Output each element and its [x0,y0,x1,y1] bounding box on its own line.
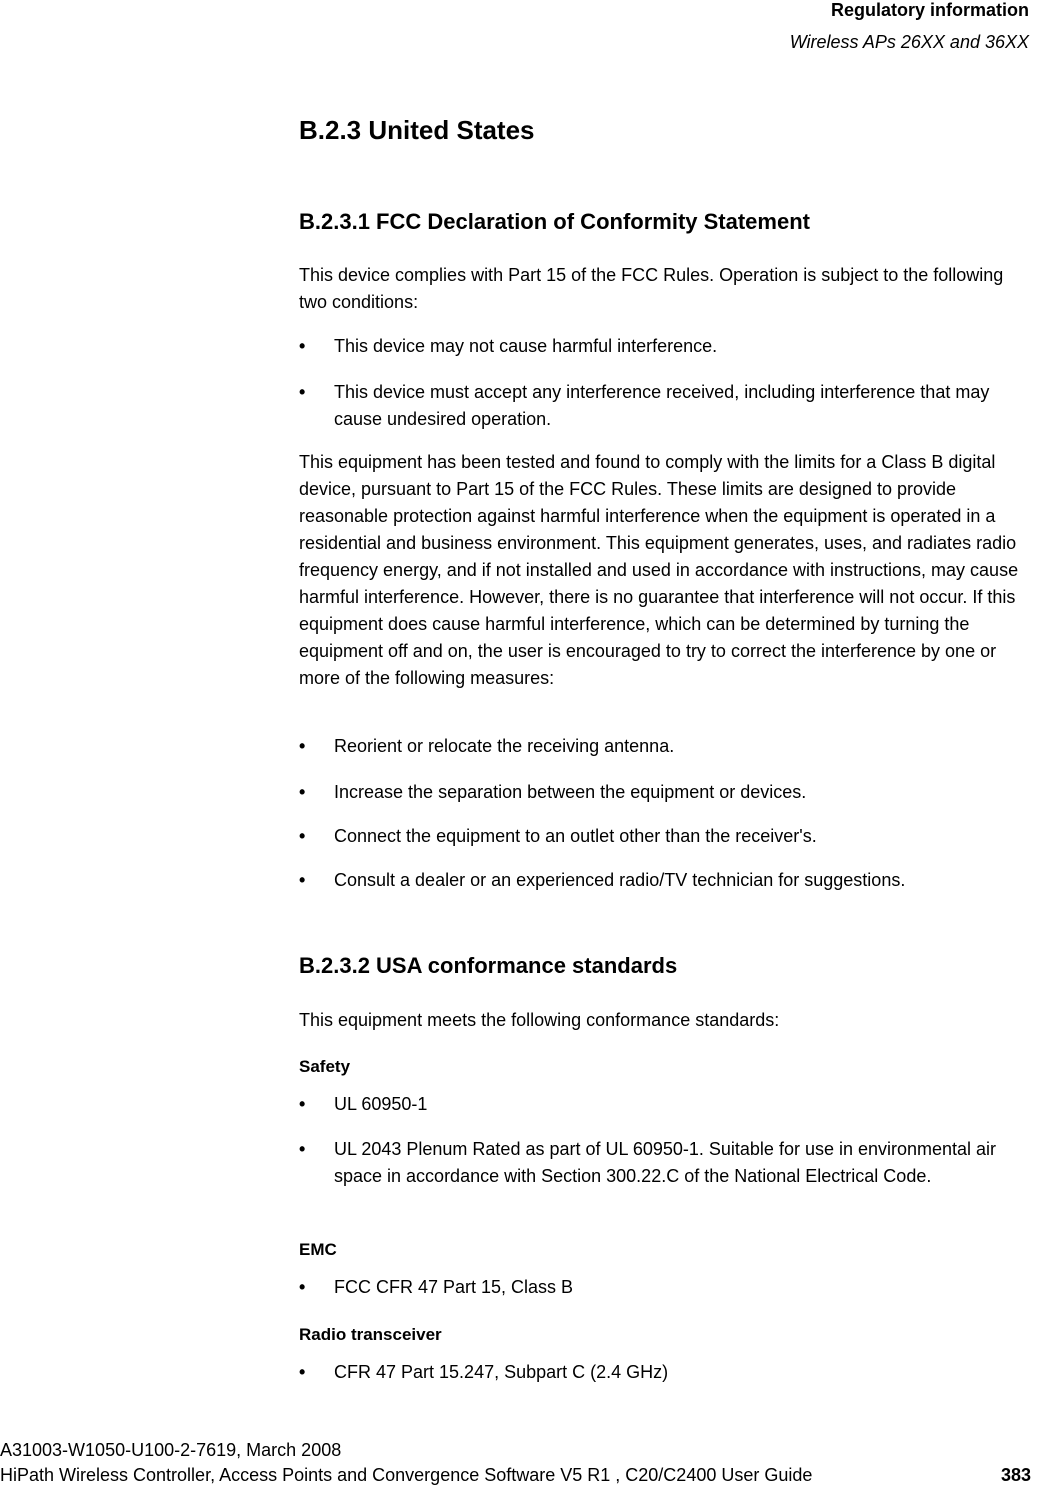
fcc-intro-paragraph: This device complies with Part 15 of the FCC Rules. Operation is subject to the following two conditions: [299,265,1004,312]
bullet-marker: • [299,782,306,802]
footer-guide-title: HiPath Wireless Controller, Access Points and Convergence Software V5 R1 , C20/C2400 User Guide [0,1465,813,1485]
measure-text: Consult a dealer or an experienced radio/TV technician for suggestions. [334,870,906,890]
list-item [299,1091,1033,1118]
list-item [299,1274,1033,1301]
list-item [299,779,1033,806]
bullet-marker: • [299,736,306,756]
footer-date: March 2008 [246,1440,342,1460]
measure-text: Increase the separation between the equipment or devices. [334,782,807,802]
usa-intro-paragraph: This equipment meets the following conformance standards: [299,1010,780,1030]
bullet-marker: • [299,1094,306,1114]
safety-text: UL 60950-1 [334,1094,428,1114]
bullet-marker: • [299,1362,306,1382]
emc-text: FCC CFR 47 Part 15, Class B [334,1277,574,1297]
bullet-marker: • [299,1277,306,1297]
safety-text: UL 2043 Plenum Rated as part of UL 60950-1. Suitable for use in environmental air space in accordance with Section 300.22.C of the National Electrical Code. [334,1139,997,1186]
list-item [299,1136,1033,1190]
list-item [299,867,1033,894]
list-item [299,333,1033,360]
radio-text: CFR 47 Part 15.247, Subpart C (2.4 GHz) [334,1362,669,1382]
footer-doc-id: A31003-W1050-U100-2-7619 [0,1440,237,1460]
list-item [299,733,1033,760]
measure-text: Connect the equipment to an outlet other than the receiver's. [334,826,817,846]
safety-label: Safety [299,1057,351,1076]
list-item [299,379,1033,433]
running-header-title: Regulatory information [830,0,1029,20]
footer-doc-line: A31003-W1050-U100-2-7619, March 2008 [0,1440,342,1460]
section-heading: B.2.3 United States [299,115,535,145]
measure-text: Reorient or relocate the receiving antenna. [334,736,675,756]
bullet-marker: • [299,826,306,846]
fcc-body-paragraph: This equipment has been tested and found to comply with the limits for a Class B digital device, pursuant to Part 15 of the FCC Rules. These limits are designed to provide reasonable protection against harmful interference when the equipment is operated in a residential and business environment. This equipment generates, uses, and radiates radio frequency energy, and if not installed and used in accordance with instructions, may cause harmful interference. However, there is no guarantee that interference will not occur. If this equipment does cause harmful interference, which can be determined by turning the equipment off and on, the user is encouraged to try to correct the interference by one or more of the following measures: [299,452,1019,688]
subsection-heading-fcc: B.2.3.1 FCC Declaration of Conformity Statement [299,209,810,234]
bullet-marker: • [299,1139,306,1159]
list-item [299,823,1033,850]
page-number: 383 [1000,1465,1031,1485]
condition-text: This device may not cause harmful interference. [334,336,718,356]
radio-label: Radio transceiver [299,1325,442,1344]
bullet-marker: • [299,870,306,890]
list-item [299,1359,1033,1386]
condition-text: This device must accept any interference received, including interference that may cause undesired operation. [334,382,990,429]
bullet-marker: • [299,336,306,356]
bullet-marker: • [299,382,306,402]
emc-label: EMC [299,1240,337,1259]
subsection-heading-usa: B.2.3.2 USA conformance standards [299,953,678,978]
running-header-subtitle: Wireless APs 26XX and 36XX [789,32,1029,52]
